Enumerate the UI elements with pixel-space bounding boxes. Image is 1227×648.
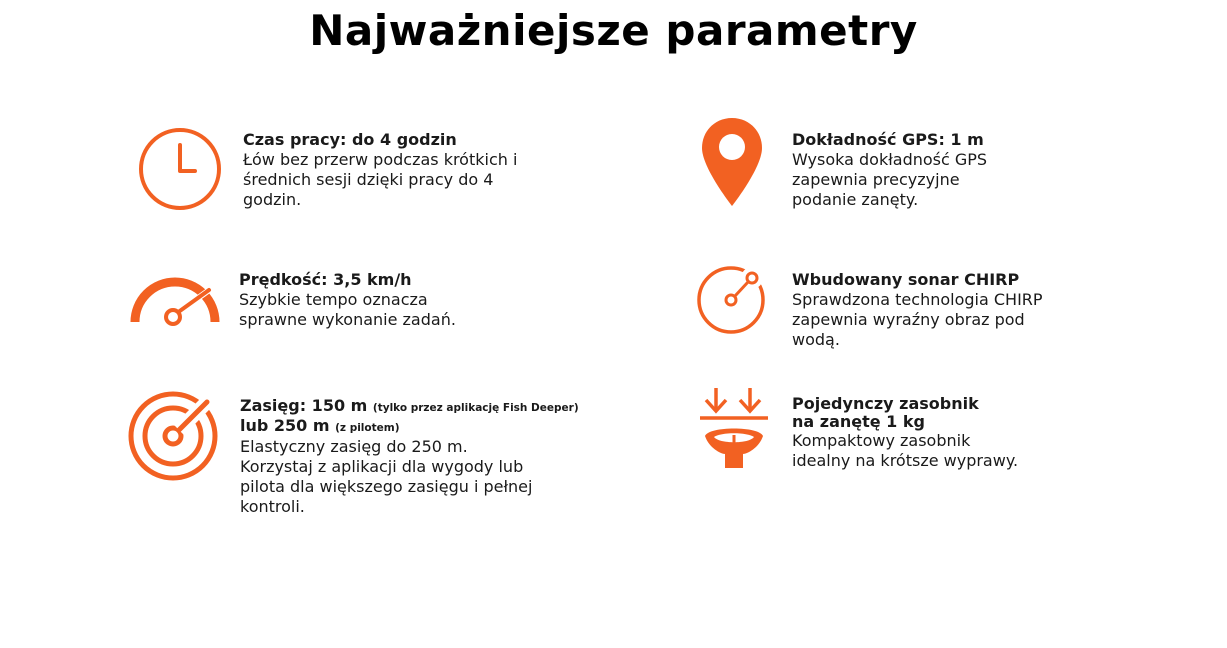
bait-hopper-icon [699, 386, 769, 472]
feature-range-heading-1 [240, 397, 580, 417]
feature-hopper [792, 395, 1092, 471]
map-pin-icon [700, 116, 764, 208]
feature-sonar-heading: Wbudowany sonar CHIRP [792, 270, 1020, 289]
feature-time-heading: Czas pracy: do 4 godzin [243, 130, 457, 149]
feature-gps-body: Wysoka dokładność GPS zapewnia precyzyjne podanie zanęty. [792, 150, 988, 209]
range-icon [127, 390, 219, 482]
feature-range-heading-2 [240, 417, 580, 437]
feature-hopper-body: Kompaktowy zasobnik idealny na krótsze wyprawy. [792, 431, 1019, 470]
feature-gps-heading: Dokładność GPS: 1 m [792, 130, 984, 149]
feature-speed-heading: Prędkość: 3,5 km/h [239, 270, 412, 289]
range-heading-2-note: (z pilotem) [335, 422, 400, 434]
feature-range [240, 397, 580, 517]
feature-speed [239, 270, 559, 330]
feature-time [243, 130, 563, 210]
clock-icon [137, 126, 223, 212]
feature-gps [792, 130, 1092, 210]
feature-sonar [792, 270, 1092, 350]
page-title: Najważniejsze parametry [309, 6, 918, 55]
range-heading-2-text: lub 250 m [240, 416, 330, 435]
sonar-icon [696, 264, 768, 336]
range-heading-1-note: (tylko przez aplikację Fish Deeper) [372, 402, 579, 414]
range-heading-1-text: Zasięg: 150 m [240, 396, 368, 415]
feature-speed-body: Szybkie tempo oznacza sprawne wykonanie zadań. [239, 290, 456, 329]
feature-range-body: Elastyczny zasięg do 250 m. Korzystaj z aplikacji dla wygody lub pilota dla większego zasięgu i pełnej kontroli. [240, 437, 533, 516]
speedometer-icon [129, 270, 221, 328]
feature-hopper-heading: Pojedynczy zasobnik na zanętę 1 kg [792, 394, 979, 431]
feature-time-body: Łów bez przerw podczas krótkich i średnich sesji dzięki pracy do 4 godzin. [243, 150, 518, 209]
feature-sonar-body: Sprawdzona technologia CHIRP zapewnia wyraźny obraz pod wodą. [792, 290, 1043, 349]
